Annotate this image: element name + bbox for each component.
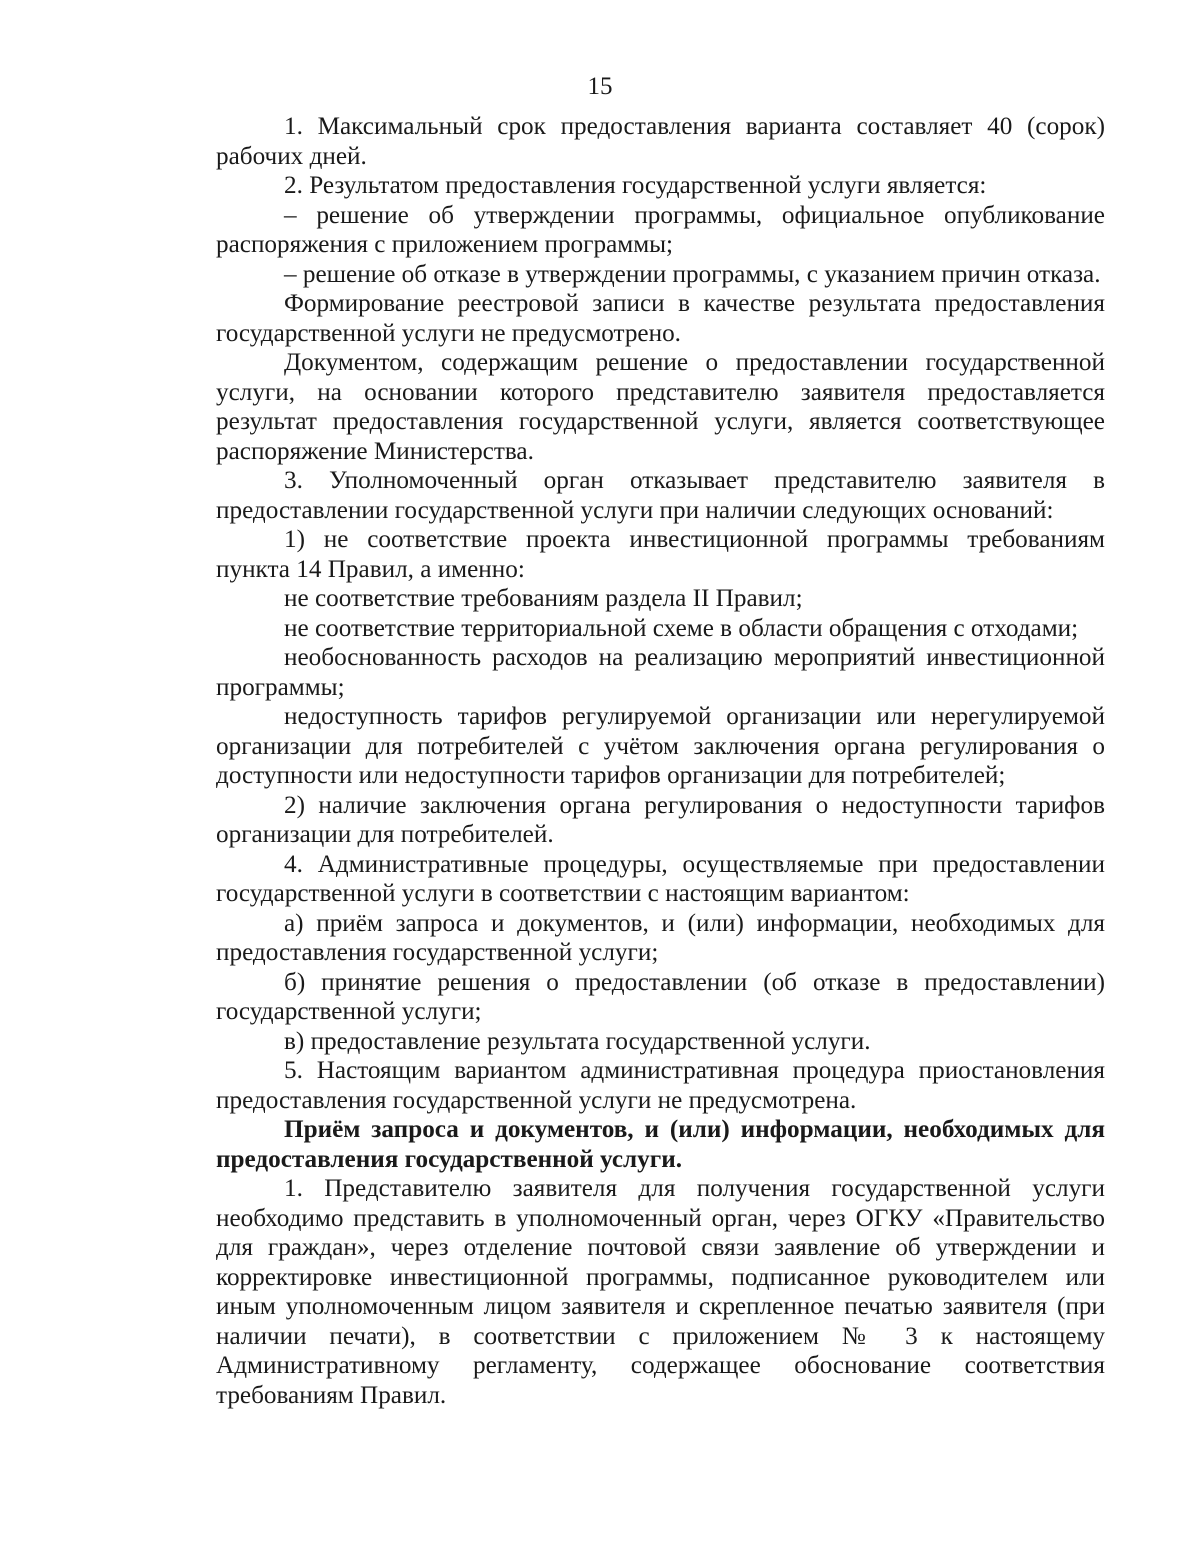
paragraph-refusal-grounds: 3. Уполномоченный орган отказывает представителю заявителя в предоставлении государственной услуги при наличии следующих оснований:: [216, 467, 1105, 524]
paragraph-suspension: 5. Настоящим вариантом административная процедура приостановления предоставления государственной услуги не предусмотрена.: [216, 1057, 1105, 1114]
paragraph-result-intro: 2. Результатом предоставления государственной услуги является:: [284, 172, 987, 199]
page-number: 15: [587, 73, 613, 100]
paragraph-procedures-intro: 4. Административные процедуры, осуществляемые при предоставлении государственной услуги в соответствии с настоящим вариантом:: [216, 850, 1105, 907]
paragraph-ground-1: 1) не соответствие проекта инвестиционной программы требованиям пункта 14 Правил, а именно:: [216, 526, 1105, 583]
document-body: [216, 112, 1105, 1410]
paragraph-procedure-c: в) предоставление результата государственной услуги.: [284, 1027, 871, 1055]
paragraph-decision-document: Документом, содержащим решение о предоставлении государственной услуги, на основании которого представителю заявителя предоставляется результат предоставления государственной услуги, является соответствующее распоряжение Министерства.: [216, 349, 1105, 465]
paragraph-ground-1-tariffs: недоступность тарифов регулируемой организации или нерегулируемой организации для потребителей с учётом заключения органа регулирования о доступности или недоступности тарифов организации для потребителей;: [216, 703, 1105, 789]
paragraph-result-approval: – решение об утверждении программы, официальное опубликование распоряжения с приложением программы;: [216, 201, 1105, 258]
paragraph-result-refusal: – решение об отказе в утверждении программы, с указанием причин отказа.: [284, 260, 1101, 288]
paragraph-max-term: 1. Максимальный срок предоставления варианта составляет 40 (сорок) рабочих дней.: [216, 113, 1105, 170]
paragraph-application-submission: 1. Представителю заявителя для получения государственной услуги необходимо представить в уполномоченный орган, через ОГКУ «Правительство для граждан», через отделение почтовой связи заявление об утверждении и корректировке инвестиционной программы, подписанное руководителем или иным уполномоченным лицом заявителя и скрепленное печатью заявителя (при наличии печати), в соответствии с приложением № 3 к настоящему Административному регламенту, содержащее обоснование соответствия требованиям Правил.: [216, 1175, 1105, 1409]
paragraph-ground-1-scheme: не соответствие территориальной схеме в области обращения с отходами;: [284, 614, 1079, 642]
paragraph-ground-1-section: не соответствие требованиям раздела II Правил;: [284, 585, 803, 612]
paragraph-ground-2: 2) наличие заключения органа регулирования о недоступности тарифов организации для потребителей.: [216, 791, 1105, 848]
paragraph-registry-record: Формирование реестровой записи в качестве результата предоставления государственной услуги не предусмотрено.: [216, 290, 1105, 347]
paragraph-procedure-a: а) приём запроса и документов, и (или) информации, необходимых для предоставления государственной услуги;: [216, 909, 1105, 966]
section-heading: Приём запроса и документов, и (или) информации, необходимых для предоставления государственной услуги.: [216, 1116, 1105, 1173]
paragraph-ground-1-costs: необоснованность расходов на реализацию мероприятий инвестиционной программы;: [216, 644, 1105, 701]
paragraph-procedure-b: б) принятие решения о предоставлении (об отказе в предоставлении) государственной услуги;: [216, 968, 1105, 1025]
